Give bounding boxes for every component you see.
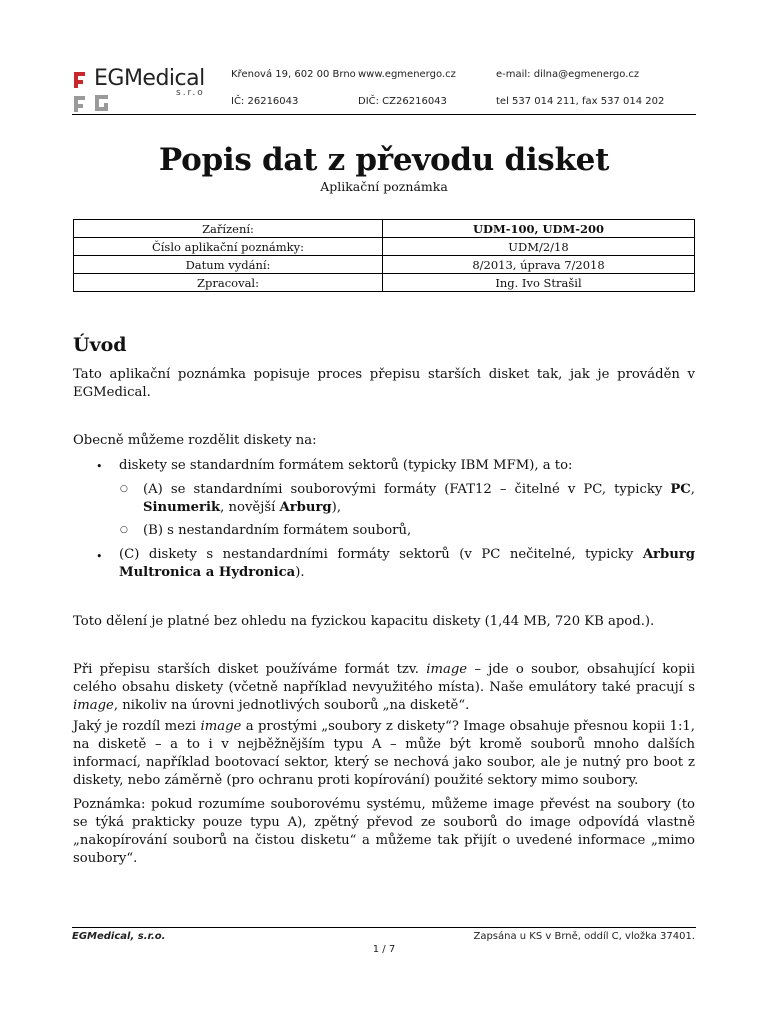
italic-text: image <box>73 698 114 713</box>
paragraph-image-format <box>73 661 695 715</box>
header-dic: DIČ: CZ26216043 <box>358 96 447 107</box>
paragraph-text: Při přepisu starších disket používáme formát tzv. <box>73 662 427 677</box>
bullet-dot-icon: • <box>96 550 103 563</box>
italic-text: image <box>426 662 468 677</box>
table-row <box>74 238 695 256</box>
list-item-type-a <box>143 481 695 517</box>
bullet-circle-icon: ○ <box>120 484 128 494</box>
table-label: Číslo aplikační poznámky: <box>74 238 383 256</box>
header-divider <box>72 114 696 115</box>
list-item-text: ), <box>331 500 342 515</box>
section-heading: Úvod <box>73 334 127 356</box>
header-address: Křenová 19, 602 00 Brno <box>231 69 356 80</box>
header-tel: tel 537 014 211, fax 537 014 202 <box>496 96 665 107</box>
paragraph-difference <box>73 718 695 790</box>
bold-text: Sinumerik <box>143 500 221 515</box>
list-item-type-b: (B) s nestandardním formátem souborů, <box>143 523 412 538</box>
info-table <box>73 219 695 292</box>
logo-mark-icon <box>72 68 90 114</box>
header-web: www.egmenergo.cz <box>358 69 456 80</box>
bullet-dot-icon: • <box>96 460 103 473</box>
table-value: 8/2013, úprava 7/2018 <box>383 256 695 274</box>
paragraph-text: Jaký je rozdíl mezi <box>73 719 201 734</box>
table-label: Zpracoval: <box>74 274 383 292</box>
logo-text: EGMedical <box>94 66 205 91</box>
bold-text: Arburg <box>279 500 332 515</box>
table-label: Zařízení: <box>74 220 383 238</box>
header-ic: IČ: 26216043 <box>231 96 299 107</box>
table-label: Datum vydání: <box>74 256 383 274</box>
page-title: Popis dat z převodu disket <box>158 142 610 178</box>
list-item-text: (A) se standardními souborovými formáty (FAT12 – čitelné v PC, typicky <box>143 482 671 497</box>
list-item-text: ). <box>295 565 305 580</box>
bold-text: PC <box>670 482 691 497</box>
page-number: 1 / 7 <box>372 944 396 955</box>
table-value: UDM/2/18 <box>383 238 695 256</box>
header-email: e-mail: dilna@egmenergo.cz <box>496 69 640 80</box>
table-row <box>74 274 695 292</box>
company-logo <box>72 66 212 116</box>
table-row <box>74 256 695 274</box>
list-item-text: , <box>690 482 695 497</box>
paragraph-text: a prostými „soubory z diskety“? Image obsahuje přesnou kopii 1:1, na disketě – a to i v nejběžnějším typu A – může být kromě souborů mnoho dalších informací, například bootovací sektor, který se nechová jako soubor, ale je nutný pro boot z diskety, nebo záměrně (pro ochranu proti kopírování) použité sektory mimo soubory. <box>73 719 695 788</box>
list-item-standard: diskety se standardním formátem sektorů (typicky IBM MFM), a to: <box>119 458 573 473</box>
paragraph-intro: Tato aplikační poznámka popisuje proces přepisu starších disket tak, jak je prováděn v EGMedical. <box>73 367 695 400</box>
bullet-circle-icon: ○ <box>120 525 128 535</box>
paragraph-text: , nikoliv na úrovni jednotlivých souborů „na disketě“. <box>113 698 470 713</box>
page-subtitle: Aplikační poznámka <box>320 179 448 194</box>
paragraph-capacity: Toto dělení je platné bez ohledu na fyzickou kapacitu diskety (1,44 MB, 720 KB apod.). <box>73 614 655 629</box>
list-item-text: , novější <box>220 500 280 515</box>
paragraph-note: Poznámka: pokud rozumíme souborovému systému, můžeme image převést na soubory (to se týká prakticky pouze typu A), zpětný převod ze souborů do image odpovídá vlastně „nakopírování souborů na čistou disketu“ a můžeme tak přijít o uvedené informace „mimo soubory“. <box>73 797 695 866</box>
table-row <box>74 220 695 238</box>
footer-company: EGMedical, s.r.o. <box>72 931 166 942</box>
bold-text: Arburg Multronica a Hydronica <box>119 547 695 580</box>
footer-registry: Zapsána u KS v Brně, oddíl C, vložka 37401. <box>473 931 695 942</box>
logo-gray-mark-icon <box>94 94 110 112</box>
logo-sro: s.r.o <box>176 88 205 98</box>
table-value: UDM-100, UDM-200 <box>383 220 695 238</box>
list-item-text: (C) diskety s nestandardními formáty sektorů (v PC nečitelné, typicky <box>119 547 643 562</box>
paragraph-text: – jde o soubor, obsahující kopii celého obsahu diskety (včetně například nevyužitého místa). Naše emulátory také pracují s <box>73 662 695 695</box>
paragraph-division: Obecně můžeme rozdělit diskety na: <box>73 433 317 448</box>
table-value: Ing. Ivo Strašil <box>383 274 695 292</box>
list-item-type-c <box>119 546 695 582</box>
italic-text: image <box>200 719 242 734</box>
footer-divider <box>72 927 696 928</box>
